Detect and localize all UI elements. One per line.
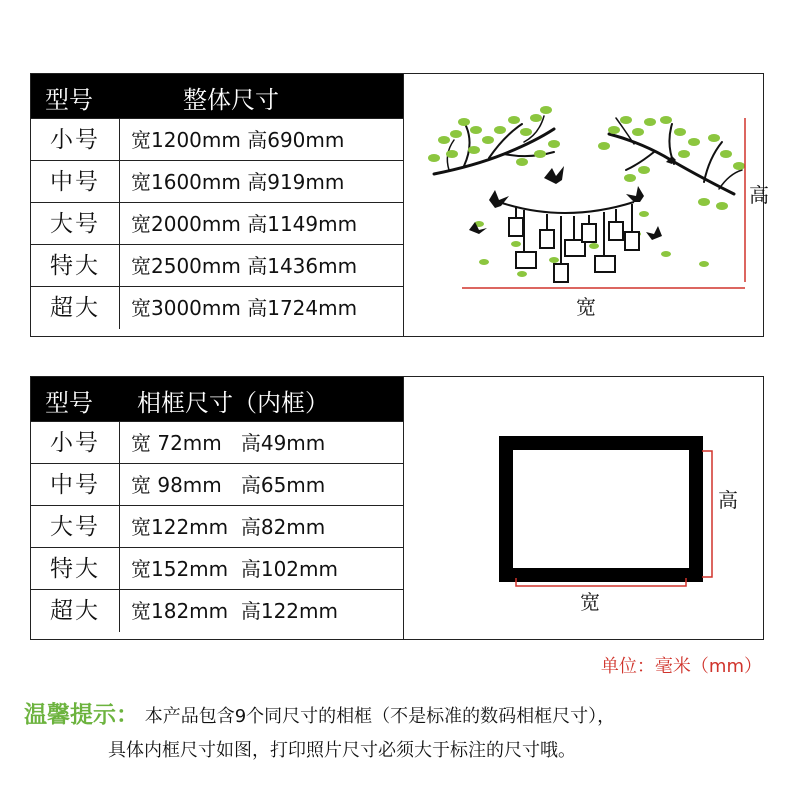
tip-lead: 温馨提示： (24, 702, 139, 728)
row-model: 小号 (31, 119, 120, 161)
frame-diagram (404, 377, 763, 639)
row-model: 大号 (31, 203, 120, 245)
frame-size-table (30, 376, 764, 640)
table-row (31, 118, 403, 161)
table-row (31, 286, 403, 329)
table-row (31, 463, 403, 506)
header-size: 相框尺寸（内框） (137, 389, 329, 417)
row-dimension: 宽122mm 高82mm (131, 515, 326, 539)
row-model: 超大 (31, 590, 120, 632)
left-branch-icon (434, 116, 554, 174)
row-dimension: 宽182mm 高122mm (131, 599, 338, 623)
table-row (31, 244, 403, 287)
frame-outline-icon (506, 443, 696, 575)
height-dimension-line (702, 451, 712, 577)
tip-text-1: 本产品包含9个同尺寸的相框（不是标准的数码相框尺寸）， (144, 706, 616, 727)
row-dimension: 宽2500mm 高1436mm (131, 254, 358, 278)
header-size: 整体尺寸 (183, 86, 279, 114)
height-label: 高 (718, 488, 738, 512)
table-header (31, 74, 403, 118)
table-row (31, 505, 403, 548)
table-row (31, 160, 403, 203)
width-label: 宽 (576, 295, 596, 319)
row-dimension: 宽1600mm 高919mm (131, 170, 345, 194)
hanging-string (499, 202, 634, 213)
table-row (31, 421, 403, 464)
header-model: 型号 (45, 86, 93, 114)
tip-text-2: 具体内框尺寸如图，打印照片尺寸必须大于标注的尺寸哦。 (108, 740, 576, 761)
row-model: 中号 (31, 464, 120, 506)
width-label: 宽 (580, 590, 600, 614)
row-dimension: 宽 72mm 高49mm (131, 431, 326, 455)
row-dimension: 宽152mm 高102mm (131, 557, 338, 581)
row-model: 特大 (31, 245, 120, 287)
unit-note: 单位：毫米（mm） (600, 656, 762, 677)
tip-line-1 (24, 696, 615, 729)
table-row (31, 202, 403, 245)
overall-size-table (30, 73, 769, 337)
row-model: 小号 (31, 422, 120, 464)
row-dimension: 宽2000mm 高1149mm (131, 212, 358, 236)
row-dimension: 宽 98mm 高65mm (131, 473, 326, 497)
table-row (31, 589, 403, 632)
height-label: 高 (749, 183, 769, 207)
table-row (31, 547, 403, 590)
row-model: 特大 (31, 548, 120, 590)
row-model: 大号 (31, 506, 120, 548)
tree-frame-diagram (404, 74, 769, 336)
row-dimension: 宽1200mm 高690mm (131, 128, 345, 152)
header-model: 型号 (45, 389, 93, 417)
row-model: 超大 (31, 287, 120, 329)
table-header (31, 377, 403, 421)
photo-frames-icon (509, 204, 639, 282)
row-model: 中号 (31, 161, 120, 203)
row-dimension: 宽3000mm 高1724mm (131, 296, 358, 320)
